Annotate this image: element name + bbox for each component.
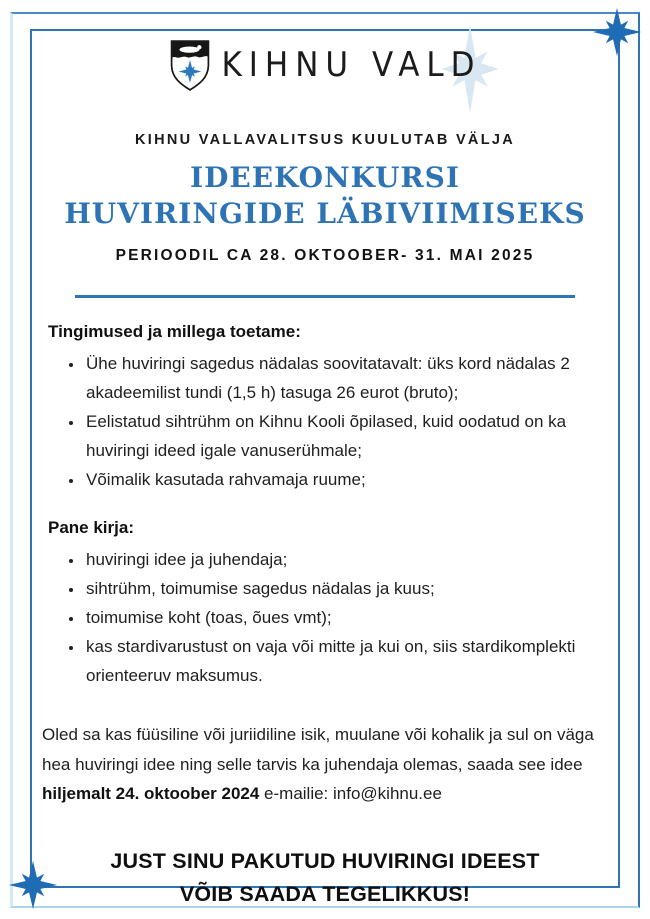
page-title-line1: IDEEKONKURSI: [190, 161, 460, 194]
list-item: • kas stardivarustust on vaja või mitte ja kui on, siis stardikomplekti orienteeruv maksumus.: [84, 632, 608, 690]
closing-text: Oled sa kas füüsiline või juriidiline isik, muulane või kohalik ja sul on väga hea huviringi idee ning selle tarvis ka juhendaja olemas, saada see idee: [42, 725, 594, 774]
contact-email: info@kihnu.ee: [333, 784, 442, 803]
section-divider: [75, 295, 575, 298]
list-item: • toimumise koht (toas, õues vmt);: [84, 603, 608, 632]
list-item: • sihtrühm, toimumise sagedus nädalas ja kuus;: [84, 574, 608, 603]
kihnu-crest-icon: [168, 39, 212, 91]
list-item: • Võimalik kasutada rahvamaja ruume;: [84, 465, 608, 494]
period-subtitle: PERIOODIL CA 28. OKTOOBER- 31. MAI 2025: [115, 247, 535, 264]
write-down-list: [42, 545, 608, 690]
deadline-text: hiljemalt 24. oktoober 2024: [42, 784, 260, 803]
compass-star-icon: [592, 7, 642, 57]
page-title: [42, 160, 608, 232]
slogan: [42, 845, 608, 911]
conditions-heading: Tingimused ja millega toetame:: [48, 322, 301, 341]
list-item: • Ühe huviringi sagedus nädalas soovitatavalt: üks kord nädalas 2 akadeemilist tundi (1,5 h) tasuga 26 eurot (bruto);: [84, 349, 608, 407]
compass-star-icon: [8, 860, 58, 910]
slogan-line1: JUST SINU PAKUTUD HUVIRINGI IDEEST: [110, 848, 540, 873]
list-item: • Eelistatud sihtrühm on Kihnu Kooli õpilased, kuid oodatud on ka huviringi ideed igale vanuserühmale;: [84, 407, 608, 465]
write-down-heading: Pane kirja:: [48, 518, 134, 537]
email-label: e-mailie:: [259, 784, 333, 803]
announcement-kicker: KIHNU VALLAVALITSUS KUULUTAB VÄLJA: [134, 132, 515, 148]
closing-paragraph: [42, 720, 608, 809]
logo-wordmark: KIHNU VALD: [221, 45, 482, 85]
slogan-line2: VÕIB SAADA TEGELIKKUS!: [179, 881, 471, 906]
page-title-line2: HUVIRINGIDE LÄBIVIIMISEKS: [64, 197, 586, 230]
flyer-content: [42, 36, 608, 911]
kihnu-vald-logo: [168, 36, 481, 94]
conditions-list: [42, 349, 608, 494]
list-item: • huviringi idee ja juhendaja;: [84, 545, 608, 574]
